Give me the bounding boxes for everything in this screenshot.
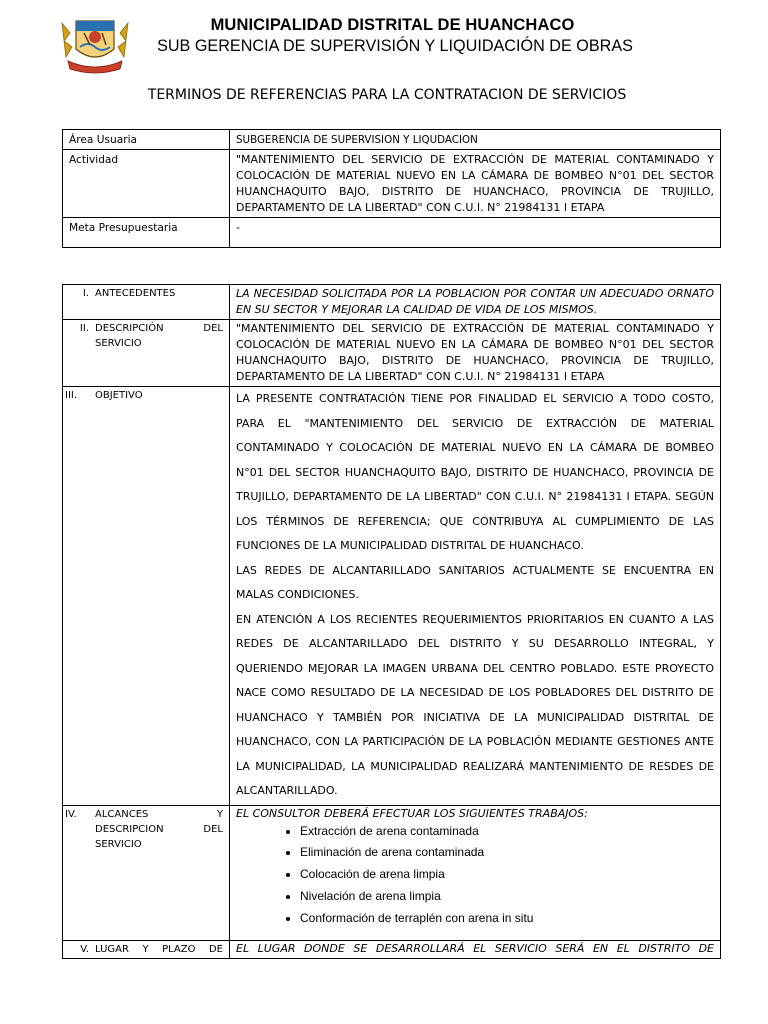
sections-table (62, 284, 721, 959)
alcances-intro: EL CONSULTOR DEBERÁ EFECTUAR LOS SIGUIENTES TRABAJOS: (236, 806, 588, 820)
objetivo-paragraph: EN ATENCIÓN A LOS RECIENTES REQUERIMIENTOS PRIORITARIOS EN CUANTO A LAS REDES DE ALCANTARILLADO DEL DISTRITO Y SU DESARROLLO INTEGRAL, Y QUERIENDO MEJORAR LA IMAGEN URBANA DEL CENTRO POBLADO. ESTE PROYECTO NACE COMO RESULTADO DE LA NECESIDAD DE LOS POBLADORES DEL DISTRITO DE HUANCHACO Y TAMBIÉN POR INICIATIVA DE LA MUNICIPALIDAD DISTRITAL DE HUANCHACO, CON LA PARTICIPACIÓN DE LA POBLACIÓN MEDIANTE GESTIONES ANTE LA MUNICIPALIDAD, LA MUNICIPALIDAD REALIZARÁ MANTENIMIENTO DE RESDES DE ALCANTARILLADO. (236, 612, 714, 797)
document-title: TERMINOS DE REFERENCIAS PARA LA CONTRATACION DE SERVICIOS (147, 87, 627, 103)
section-label: SERVICIO (95, 338, 142, 349)
section-label: DESCRIPCIÓN DEL (95, 323, 223, 334)
objetivo-paragraph: LAS REDES DE ALCANTARILLADO SANITARIOS ACTUALMENTE SE ENCUENTRA EN MALAS CONDICIONES. (236, 563, 714, 601)
institution-title: MUNICIPALIDAD DISTRITAL DE HUANCHACO (210, 16, 575, 34)
antecedentes-text: LA NECESIDAD SOLICITADA POR LA POBLACION POR CONTAR UN ADECUADO ORNATO EN SU SECTOR Y MEJORAR LA CALIDAD DE VIDA DE LOS MISMOS. (230, 285, 721, 320)
list-item: • Colocación de arena limpia (300, 864, 714, 886)
section-number: III. (65, 390, 78, 401)
descripcion-text: "MANTENIMIENTO DEL SERVICIO DE EXTRACCIÓN DE MATERIAL CONTAMINADO Y COLOCACIÓN DE MATERIAL NUEVO EN LA CÁMARA DE BOMBEO N°01 DEL SECTOR HUANCHAQUITO BAJO, DISTRITO DE HUANCHACO, PROVINCIA DE TRUJILLO, DEPARTAMENTO DE LA LIBERTAD" CON C.U.I. N° 21984131 I ETAPA (230, 320, 721, 387)
section-label: LUGAR Y PLAZO DE (95, 943, 223, 955)
section-row-antecedentes (63, 285, 721, 320)
list-item: • Conformación de terraplén con arena in situ (300, 908, 714, 930)
info-row-meta (63, 218, 721, 248)
lugar-text: EL LUGAR DONDE SE DESARROLLARÁ EL SERVICIO SERÁ EN EL DISTRITO DE (230, 940, 721, 958)
meta-value: - (230, 218, 721, 248)
tasks-list (236, 821, 714, 930)
municipal-crest-logo (54, 17, 136, 77)
section-label: OBJETIVO (95, 390, 143, 401)
objetivo-paragraph: LA PRESENTE CONTRATACIÓN TIENE POR FINALIDAD EL SERVICIO A TODO COSTO, PARA EL "MANTENIMIENTO DEL SERVICIO DE EXTRACCIÓN DE MATERIAL CONTAMINADO Y COLOCACIÓN DE MATERIAL NUEVO EN LA CÁMARA DE BOMBEO N°01 DEL SECTOR HUANCHAQUITO BAJO, DISTRITO DE HUANCHACO, PROVINCIA DE TRUJILLO, DEPARTAMENTO DE LA LIBERTAD" CON C.U.I. N° 21984131 I ETAPA. SEGÚN LOS TÉRMINOS DE REFERENCIA; QUE CONTRIBUYA AL CUMPLIMIENTO DE LAS FUNCIONES DE LA MUNICIPALIDAD DISTRITAL DE HUANCHACO. (236, 392, 714, 552)
area-value: SUBGERENCIA DE SUPERVISION Y LIQUDACION (230, 130, 721, 150)
section-label: ANTECEDENTES (95, 288, 176, 299)
section-row-lugar (63, 940, 721, 958)
section-label: ALCANCES Y (95, 808, 223, 820)
section-number: IV. (65, 808, 77, 820)
meta-label: Meta Presupuestaria (63, 218, 230, 248)
list-item: • Eliminación de arena contaminada (300, 842, 714, 864)
section-row-objetivo (63, 387, 721, 806)
list-item: • Extracción de arena contaminada (300, 821, 714, 843)
department-subtitle: SUB GERENCIA DE SUPERVISIÓN Y LIQUIDACIÓN DE OBRAS (157, 37, 633, 55)
actividad-value: "MANTENIMIENTO DEL SERVICIO DE EXTRACCIÓN DE MATERIAL CONTAMINADO Y COLOCACIÓN DE MATERIAL NUEVO EN LA CÁMARA DE BOMBEO N°01 DEL SECTOR HUANCHAQUITO BAJO, DISTRITO DE HUANCHACO, PROVINCIA DE TRUJILLO, DEPARTAMENTO DE LA LIBERTAD" CON C.U.I. N° 21984131 I ETAPA (230, 150, 721, 218)
section-number: II. (79, 323, 89, 334)
list-item: • Nivelación de arena limpia (300, 886, 714, 908)
section-label: DESCRIPCION DEL (95, 823, 223, 835)
section-row-alcances (63, 805, 721, 940)
section-row-descripcion (63, 320, 721, 387)
section-label: SERVICIO (95, 838, 142, 850)
info-row-actividad (63, 150, 721, 218)
section-number: V. (80, 943, 89, 955)
actividad-label: Actividad (63, 150, 230, 218)
info-row-area (63, 130, 721, 150)
area-label: Área Usuaria (63, 130, 230, 150)
info-table (62, 129, 721, 248)
section-number: I. (82, 288, 89, 299)
